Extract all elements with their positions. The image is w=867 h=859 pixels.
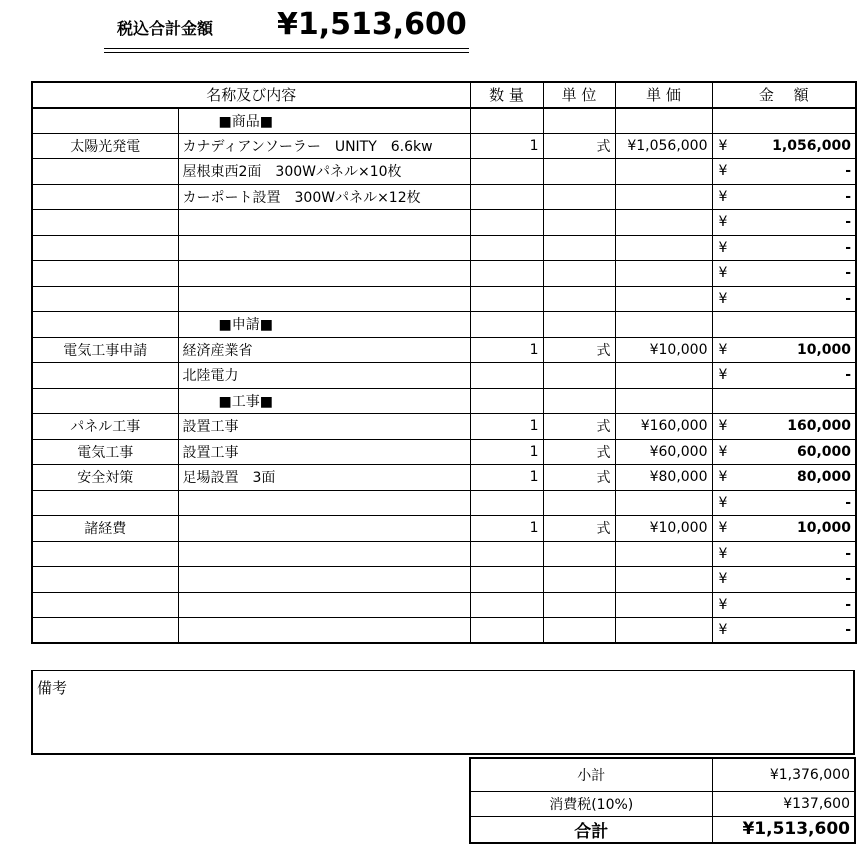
item-category (32, 261, 178, 287)
item-content: カナディアンソーラー UNITY 6.6kw (178, 133, 470, 159)
item-unit (543, 618, 615, 644)
item-amount: 1,056,000 (740, 133, 856, 159)
total-value: ¥1,513,600 (712, 816, 855, 843)
item-quantity (470, 286, 543, 312)
line-item-row (32, 159, 856, 185)
item-content (178, 235, 470, 261)
total-with-tax-amount: ¥1,513,600 (277, 7, 467, 42)
item-unit (543, 541, 615, 567)
item-content (178, 210, 470, 236)
line-item-row (32, 337, 856, 363)
line-item-row (32, 133, 856, 159)
item-content: 設置工事 (178, 414, 470, 440)
item-quantity: 1 (470, 439, 543, 465)
empty-cell (615, 312, 712, 338)
yen-sign: ¥ (712, 592, 740, 618)
section-row (32, 108, 856, 134)
item-content: カーポート設置 300Wパネル×12枚 (178, 184, 470, 210)
item-amount: - (740, 618, 856, 644)
item-unit-price: ¥10,000 (615, 337, 712, 363)
yen-sign: ¥ (712, 337, 740, 363)
line-item-row (32, 210, 856, 236)
section-title: ■工事■ (178, 388, 470, 414)
line-item-row (32, 414, 856, 440)
item-unit (543, 363, 615, 389)
item-amount: 80,000 (740, 465, 856, 491)
empty-cell (543, 108, 615, 134)
yen-sign: ¥ (712, 465, 740, 491)
item-quantity (470, 184, 543, 210)
tax-row (470, 791, 855, 816)
item-unit: 式 (543, 516, 615, 542)
column-header-amount: 金 額 (712, 82, 856, 108)
item-unit (543, 210, 615, 236)
item-amount: - (740, 286, 856, 312)
line-item-row (32, 541, 856, 567)
item-category (32, 541, 178, 567)
remarks-label: 備考 (37, 679, 68, 697)
item-unit (543, 261, 615, 287)
item-category (32, 184, 178, 210)
item-quantity (470, 618, 543, 644)
yen-sign: ¥ (712, 567, 740, 593)
item-unit-price (615, 592, 712, 618)
yen-sign: ¥ (712, 286, 740, 312)
item-content (178, 261, 470, 287)
item-content (178, 618, 470, 644)
item-content (178, 286, 470, 312)
column-header-name: 名称及び内容 (32, 82, 470, 108)
item-content (178, 592, 470, 618)
item-quantity (470, 159, 543, 185)
item-quantity: 1 (470, 337, 543, 363)
line-item-row (32, 618, 856, 644)
item-unit (543, 592, 615, 618)
yen-sign: ¥ (712, 541, 740, 567)
item-unit-price: ¥80,000 (615, 465, 712, 491)
yen-sign: ¥ (712, 439, 740, 465)
item-quantity: 1 (470, 465, 543, 491)
yen-sign: ¥ (712, 363, 740, 389)
item-category (32, 235, 178, 261)
section-spacer (32, 312, 178, 338)
total-row (470, 816, 855, 843)
item-unit-price (615, 159, 712, 185)
item-quantity: 1 (470, 414, 543, 440)
section-spacer (32, 388, 178, 414)
item-amount: - (740, 490, 856, 516)
item-unit (543, 490, 615, 516)
line-item-row (32, 465, 856, 491)
item-category (32, 567, 178, 593)
item-unit (543, 235, 615, 261)
item-unit: 式 (543, 439, 615, 465)
item-category: 安全対策 (32, 465, 178, 491)
item-quantity (470, 363, 543, 389)
empty-cell (712, 108, 856, 134)
item-content (178, 567, 470, 593)
item-category: 電気工事申請 (32, 337, 178, 363)
item-unit (543, 286, 615, 312)
item-unit-price (615, 541, 712, 567)
item-unit-price (615, 286, 712, 312)
line-item-row (32, 363, 856, 389)
item-content (178, 541, 470, 567)
line-item-row (32, 592, 856, 618)
item-content: 北陸電力 (178, 363, 470, 389)
item-category: 諸経費 (32, 516, 178, 542)
item-unit-price (615, 184, 712, 210)
line-item-row (32, 567, 856, 593)
item-unit (543, 159, 615, 185)
tax-value: ¥137,600 (712, 791, 855, 816)
yen-sign: ¥ (712, 490, 740, 516)
empty-cell (712, 312, 856, 338)
item-quantity: 1 (470, 133, 543, 159)
empty-cell (543, 388, 615, 414)
yen-sign: ¥ (712, 184, 740, 210)
item-category: 太陽光発電 (32, 133, 178, 159)
subtotal-row (470, 758, 855, 791)
subtotal-value: ¥1,376,000 (712, 758, 855, 791)
item-category (32, 363, 178, 389)
item-amount: - (740, 184, 856, 210)
tax-label: 消費税(10%) (470, 791, 712, 816)
item-content: 設置工事 (178, 439, 470, 465)
item-amount: - (740, 159, 856, 185)
item-amount: - (740, 235, 856, 261)
empty-cell (615, 108, 712, 134)
yen-sign: ¥ (712, 235, 740, 261)
yen-sign: ¥ (712, 210, 740, 236)
item-content (178, 516, 470, 542)
item-category (32, 618, 178, 644)
item-unit: 式 (543, 337, 615, 363)
yen-sign: ¥ (712, 159, 740, 185)
line-item-row (32, 261, 856, 287)
item-unit-price (615, 261, 712, 287)
item-amount: - (740, 567, 856, 593)
item-content: 屋根東西2面 300Wパネル×10枚 (178, 159, 470, 185)
item-unit-price (615, 235, 712, 261)
item-category (32, 210, 178, 236)
item-quantity: 1 (470, 516, 543, 542)
item-category (32, 286, 178, 312)
item-unit-price (615, 210, 712, 236)
item-amount: 10,000 (740, 337, 856, 363)
section-row (32, 388, 856, 414)
yen-sign: ¥ (712, 261, 740, 287)
item-unit-price (615, 567, 712, 593)
empty-cell (712, 388, 856, 414)
item-unit-price (615, 618, 712, 644)
item-content: 足場設置 3面 (178, 465, 470, 491)
item-amount: - (740, 592, 856, 618)
item-content (178, 490, 470, 516)
item-quantity (470, 592, 543, 618)
empty-cell (470, 388, 543, 414)
line-item-row (32, 516, 856, 542)
section-row (32, 312, 856, 338)
line-item-row (32, 235, 856, 261)
item-unit-price (615, 363, 712, 389)
empty-cell (470, 312, 543, 338)
item-category: 電気工事 (32, 439, 178, 465)
item-quantity (470, 490, 543, 516)
item-quantity (470, 541, 543, 567)
item-unit: 式 (543, 133, 615, 159)
line-item-row (32, 184, 856, 210)
total-label: 合計 (470, 816, 712, 843)
item-content: 経済産業省 (178, 337, 470, 363)
item-unit: 式 (543, 414, 615, 440)
item-unit-price: ¥160,000 (615, 414, 712, 440)
line-item-row (32, 286, 856, 312)
yen-sign: ¥ (712, 618, 740, 644)
item-unit-price: ¥10,000 (615, 516, 712, 542)
yen-sign: ¥ (712, 516, 740, 542)
item-unit (543, 184, 615, 210)
item-quantity (470, 235, 543, 261)
item-amount: 160,000 (740, 414, 856, 440)
item-category (32, 490, 178, 516)
total-with-tax-label: 税込合計金額 (117, 19, 214, 38)
item-amount: 10,000 (740, 516, 856, 542)
table-header-row (32, 82, 856, 108)
empty-cell (615, 388, 712, 414)
header-underline (104, 48, 469, 49)
item-unit-price: ¥1,056,000 (615, 133, 712, 159)
item-unit (543, 567, 615, 593)
column-header-price: 単 価 (615, 82, 712, 108)
item-unit: 式 (543, 465, 615, 491)
item-quantity (470, 567, 543, 593)
item-category (32, 159, 178, 185)
section-spacer (32, 108, 178, 134)
item-amount: - (740, 261, 856, 287)
yen-sign: ¥ (712, 414, 740, 440)
line-item-row (32, 490, 856, 516)
header-underline-double (104, 52, 469, 53)
item-quantity (470, 261, 543, 287)
item-amount: 60,000 (740, 439, 856, 465)
item-amount: - (740, 363, 856, 389)
line-item-row (32, 439, 856, 465)
item-amount: - (740, 210, 856, 236)
item-category (32, 592, 178, 618)
summary-table (469, 757, 856, 844)
subtotal-label: 小計 (470, 758, 712, 791)
empty-cell (543, 312, 615, 338)
item-amount: - (740, 541, 856, 567)
yen-sign: ¥ (712, 133, 740, 159)
section-title: ■申請■ (178, 312, 470, 338)
column-header-qty: 数 量 (470, 82, 543, 108)
section-title: ■商品■ (178, 108, 470, 134)
column-header-unit: 単 位 (543, 82, 615, 108)
item-category: パネル工事 (32, 414, 178, 440)
item-quantity (470, 210, 543, 236)
remarks-box (31, 670, 855, 755)
empty-cell (470, 108, 543, 134)
item-unit-price (615, 490, 712, 516)
item-unit-price: ¥60,000 (615, 439, 712, 465)
estimate-table (31, 81, 857, 644)
